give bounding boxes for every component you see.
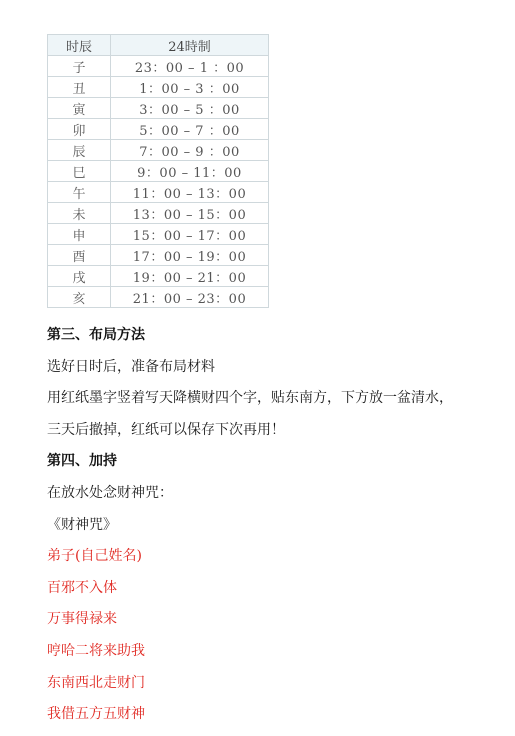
shichen-cell: 亥 [48, 287, 111, 308]
time-range-cell: 23：00 – 1 ：00 [111, 56, 269, 77]
mantra-title: 《财神咒》 [47, 516, 117, 533]
table-row [48, 245, 269, 266]
shichen-cell: 子 [48, 56, 111, 77]
table-row [48, 224, 269, 245]
table-row [48, 56, 269, 77]
time-range-cell: 3：00 – 5 ：00 [111, 98, 269, 119]
table-row [48, 77, 269, 98]
table-header-row [48, 35, 269, 56]
paragraph-line: 用红纸墨字竖着写天降横财四个字，贴东南方，下方放一盆清水， [47, 390, 453, 407]
mantra-line: 百邪不入体 [47, 579, 117, 596]
shichen-table [47, 34, 269, 308]
time-range-cell: 15：00 – 17：00 [111, 224, 269, 245]
time-range-cell: 11：00 – 13：00 [111, 182, 269, 203]
document-body [47, 320, 487, 731]
time-range-cell: 1：00 – 3 ：00 [111, 77, 269, 98]
table-row [48, 182, 269, 203]
time-range-cell: 7：00 – 9 ：00 [111, 140, 269, 161]
shichen-cell: 午 [48, 182, 111, 203]
table-row [48, 161, 269, 182]
shichen-cell: 卯 [48, 119, 111, 140]
time-range-cell: 19：00 – 21：00 [111, 266, 269, 287]
table-row [48, 287, 269, 308]
table-row [48, 203, 269, 224]
shichen-cell: 辰 [48, 140, 111, 161]
mantra-line: 万事得禄来 [47, 611, 117, 628]
shichen-cell: 寅 [48, 98, 111, 119]
shichen-table-container [47, 34, 269, 308]
mantra-line: 我借五方五财神 [47, 706, 145, 723]
shichen-cell: 丑 [48, 77, 111, 98]
time-range-cell: 5：00 – 7 ：00 [111, 119, 269, 140]
time-range-cell: 9：00 – 11：00 [111, 161, 269, 182]
shichen-cell: 巳 [48, 161, 111, 182]
section3-heading: 第三、布局方法 [47, 327, 145, 343]
header-24h: 24時制 [111, 35, 269, 56]
mantra-line: 哼哈二将来助我 [47, 642, 145, 659]
time-range-cell: 13：00 – 15：00 [111, 203, 269, 224]
table-row [48, 140, 269, 161]
table-row [48, 98, 269, 119]
shichen-cell: 未 [48, 203, 111, 224]
table-row [48, 266, 269, 287]
header-shichen: 时辰 [48, 35, 111, 56]
paragraph-line: 三天后撤掉，红纸可以保存下次再用！ [47, 421, 285, 438]
paragraph-line: 在放水处念财神咒： [47, 484, 173, 501]
section4-heading: 第四、加持 [47, 453, 117, 470]
shichen-cell: 酉 [48, 245, 111, 266]
mantra-line: 东南西北走财门 [47, 674, 145, 691]
mantra-line: 弟子(自己姓名) [47, 548, 142, 565]
paragraph-line: 选好日时后，准备布局材料 [47, 358, 215, 375]
time-range-cell: 21：00 – 23：00 [111, 287, 269, 308]
shichen-cell: 申 [48, 224, 111, 245]
time-range-cell: 17：00 – 19：00 [111, 245, 269, 266]
shichen-cell: 戌 [48, 266, 111, 287]
table-row [48, 119, 269, 140]
